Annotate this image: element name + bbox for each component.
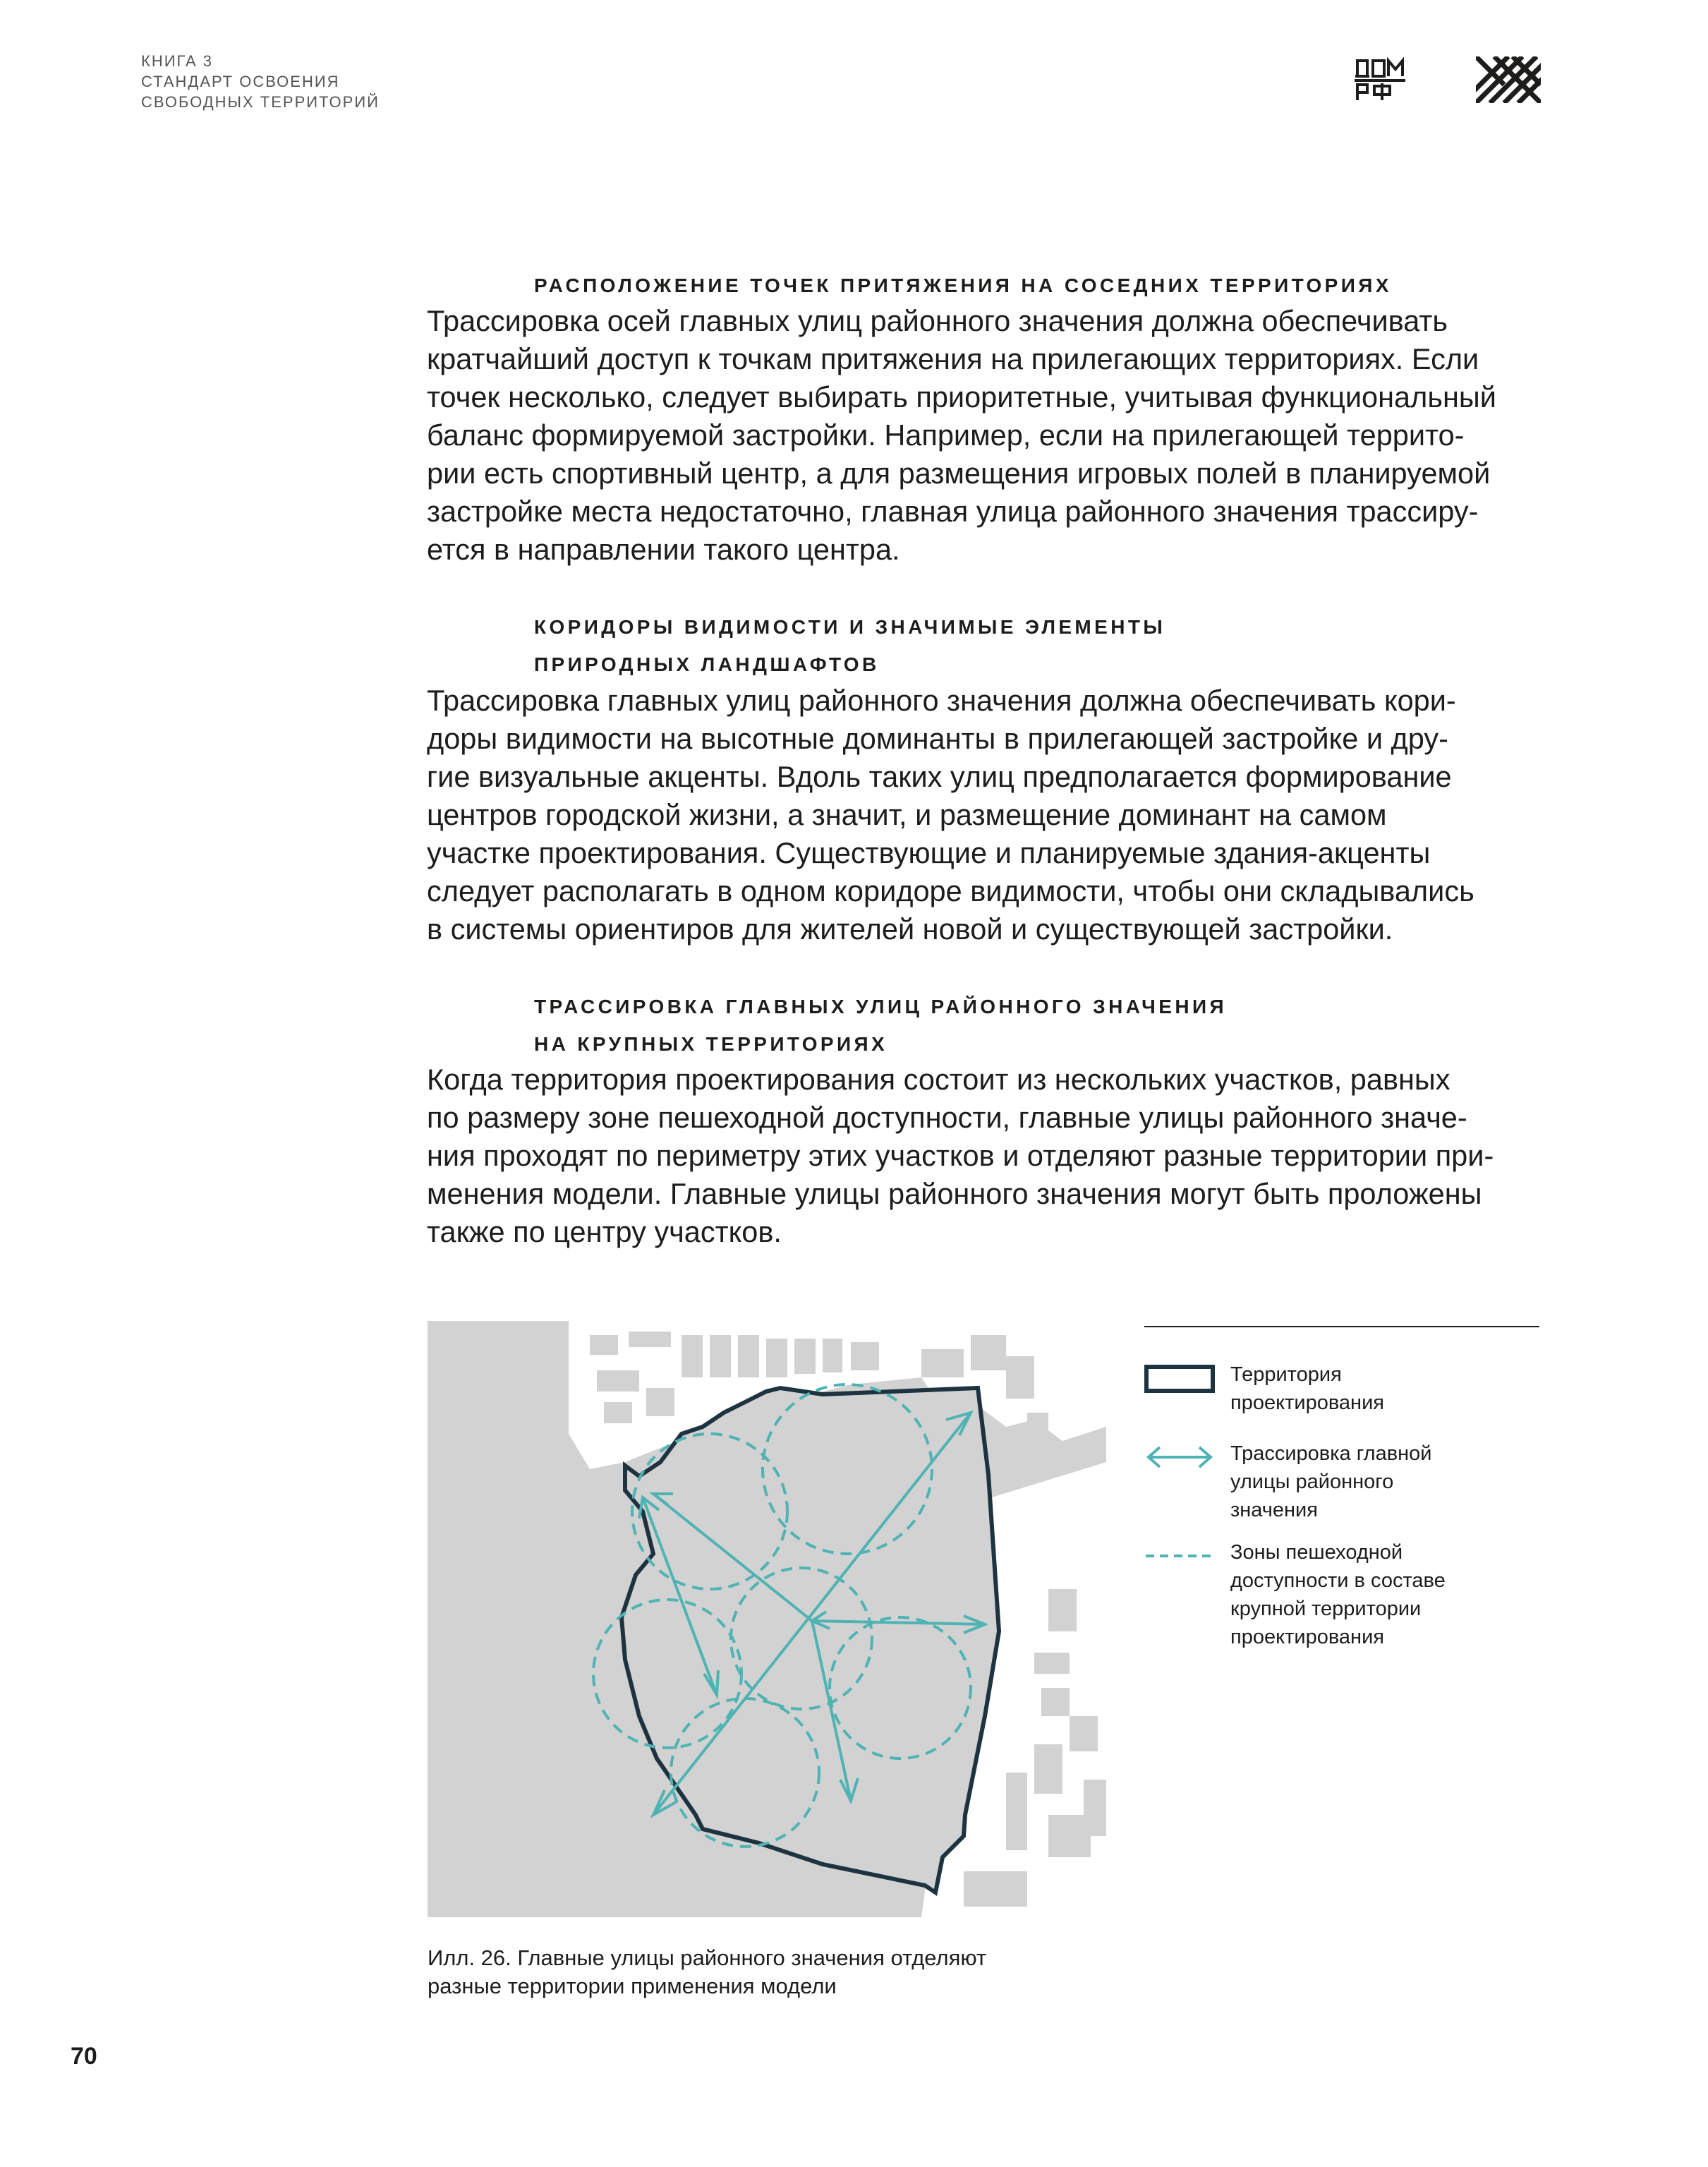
body-line: кратчайший доступ к точкам притяжения на прилегающих территориях. Если bbox=[427, 342, 1479, 375]
body-line: участке проектирования. Существующие и планируемые здания-акценты bbox=[427, 836, 1431, 869]
territory-map-figure bbox=[428, 1321, 1106, 1917]
body-line: Трассировка главных улиц районного значения должна обеспечивать кори- bbox=[427, 684, 1456, 717]
boundary-swatch-icon bbox=[1144, 1365, 1215, 1393]
body-line: Когда территория проектирования состоит из нескольких участков, равных bbox=[427, 1063, 1450, 1096]
body-line: центров городской жизни, а значит, и размещение доминант на самом bbox=[427, 798, 1387, 831]
body-line: в системы ориентиров для жителей новой и существующей застройки. bbox=[427, 912, 1393, 946]
section-heading-line: КОРИДОРЫ ВИДИМОСТИ И ЗНАЧИМЫЕ ЭЛЕМЕНТЫ bbox=[534, 616, 1166, 638]
section-body bbox=[427, 1061, 1549, 1251]
book-header bbox=[141, 51, 380, 112]
territory-map bbox=[428, 1321, 1106, 1917]
legend-label bbox=[1230, 1360, 1534, 1417]
section-heading-line: НА КРУПНЫХ ТЕРРИТОРИЯХ bbox=[534, 1033, 888, 1055]
figure-caption bbox=[428, 1944, 986, 2000]
page-number: 70 bbox=[71, 2043, 97, 2070]
legend-item-street-trace bbox=[1144, 1439, 1539, 1531]
legend-label-line: крупной территории bbox=[1230, 1598, 1422, 1620]
legend-divider bbox=[1144, 1326, 1539, 1327]
legend-label-line: Зоны пешеходной bbox=[1230, 1541, 1403, 1564]
section-body bbox=[427, 682, 1549, 948]
double-arrow-icon bbox=[1144, 1443, 1215, 1471]
body-line: точек несколько, следует выбирать приоритетные, учитывая функциональный bbox=[427, 380, 1496, 414]
legend-item-boundary bbox=[1144, 1356, 1539, 1420]
book-header-line: СВОБОДНЫХ ТЕРРИТОРИЙ bbox=[141, 93, 380, 111]
body-line: следует располагать в одном коридоре видимости, чтобы они складывались bbox=[427, 874, 1474, 907]
body-line: Трассировка осей главных улиц районного значения должна обеспечивать bbox=[427, 304, 1448, 337]
body-line: менения модели. Главные улицы районного значения могут быть проложены bbox=[427, 1177, 1482, 1210]
body-line: ния проходят по периметру этих участков и отделяют разные территории при- bbox=[427, 1139, 1494, 1172]
section-heading bbox=[534, 267, 1522, 304]
legend-label bbox=[1230, 1439, 1534, 1524]
section-heading bbox=[534, 608, 1522, 683]
body-line: доры видимости на высотные доминанты в прилегающей застройке и дру- bbox=[427, 722, 1448, 755]
body-line: рии есть спортивный центр, а для размещения игровых полей в планируемой bbox=[427, 457, 1491, 490]
territory-boundary bbox=[622, 1388, 999, 1893]
book-header-line: КНИГА 3 bbox=[141, 52, 213, 70]
body-line: баланс формируемой застройки. Например, если на прилегающей террито- bbox=[427, 418, 1465, 452]
dashed-line-icon bbox=[1144, 1542, 1215, 1570]
legend-label-line: проектирования bbox=[1230, 1626, 1384, 1648]
legend-label-line: проектирования bbox=[1230, 1392, 1384, 1414]
section-heading-line: РАСПОЛОЖЕНИЕ ТОЧЕК ПРИТЯЖЕНИЯ НА СОСЕДНИХ ТЕРРИТОРИЯХ bbox=[534, 274, 1392, 296]
section-body bbox=[427, 302, 1549, 569]
caption-line: разные территории применения модели bbox=[428, 1974, 837, 1998]
body-line: также по центру участков. bbox=[427, 1215, 782, 1248]
section-heading bbox=[534, 988, 1522, 1063]
book-header-line: СТАНДАРТ ОСВОЕНИЯ bbox=[141, 73, 340, 90]
legend-label bbox=[1230, 1538, 1534, 1651]
legend-item-walk-zones bbox=[1144, 1538, 1539, 1658]
pattern-logo bbox=[1476, 56, 1541, 103]
caption-line: Илл. 26. Главные улицы районного значения отделяют bbox=[428, 1945, 987, 1970]
legend-label-line: значения bbox=[1230, 1499, 1318, 1521]
section-heading-line: ТРАССИРОВКА ГЛАВНЫХ УЛИЦ РАЙОННОГО ЗНАЧЕНИЯ bbox=[534, 996, 1228, 1018]
body-line: ется в направлении такого центра. bbox=[427, 533, 900, 566]
body-line: гие визуальные акценты. Вдоль таких улиц предполагается формирование bbox=[427, 760, 1452, 793]
legend-label-line: Трассировка главной bbox=[1230, 1442, 1432, 1465]
body-line: застройке места недостаточно, главная улица районного значения трассиру- bbox=[427, 495, 1479, 528]
dom-rf-logo bbox=[1355, 56, 1405, 102]
legend-label-line: улицы районного bbox=[1230, 1471, 1394, 1493]
legend-label-line: Территория bbox=[1230, 1363, 1342, 1386]
body-line: по размеру зоне пешеходной доступности, главные улицы районного значе- bbox=[427, 1101, 1467, 1134]
legend-label-line: доступности в составе bbox=[1230, 1569, 1446, 1592]
section-heading-line: ПРИРОДНЫХ ЛАНДШАФТОВ bbox=[534, 653, 880, 675]
